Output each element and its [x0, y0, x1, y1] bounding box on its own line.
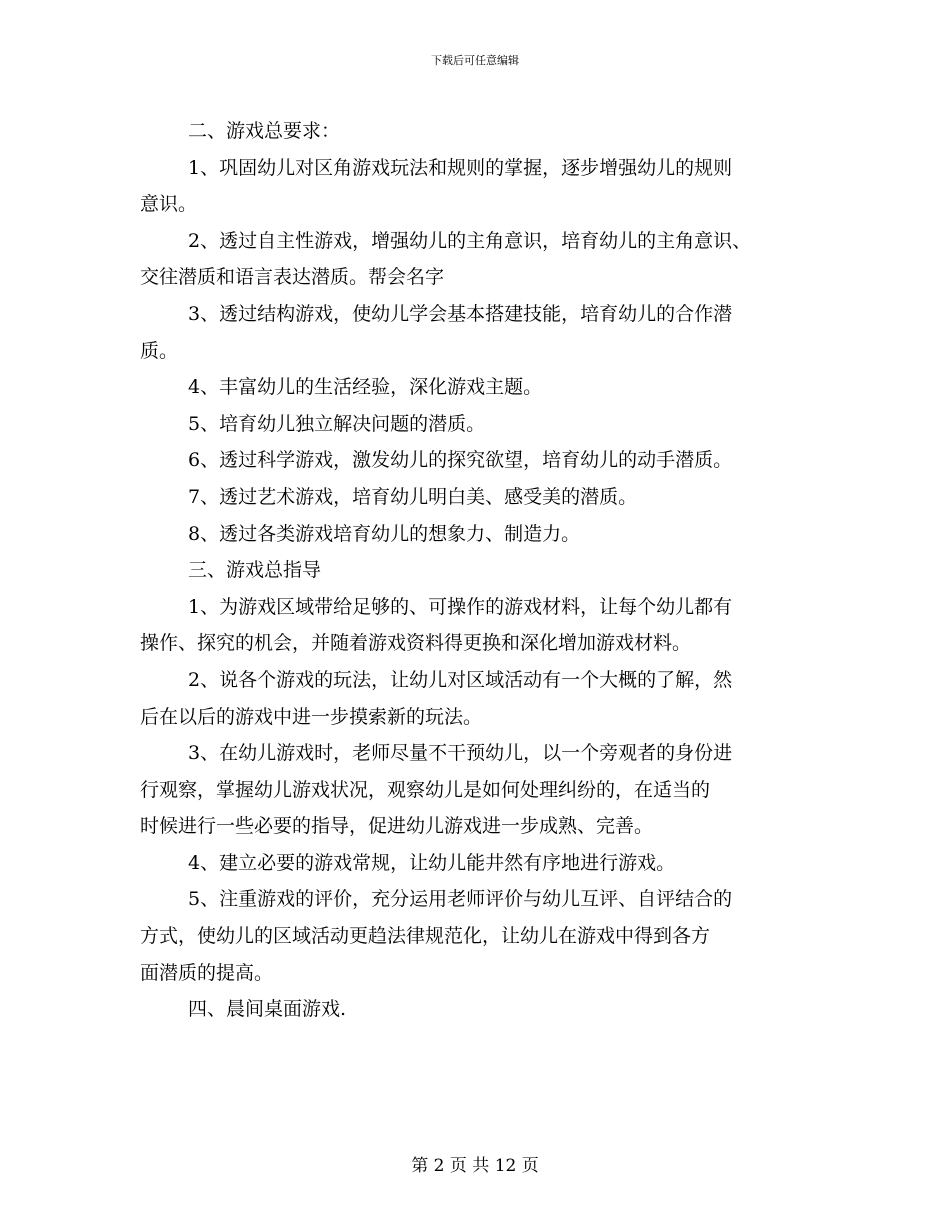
page-header: 下载后可任意编辑: [431, 54, 519, 67]
paragraph-line: 方式，使幼儿的区域活动更趋法律规范化，让幼儿在游戏中得到各方: [140, 925, 711, 948]
paragraph-line: 后在以后的游戏中进一步摸索新的玩法。: [140, 705, 483, 728]
section-heading: 四、晨间桌面游戏.: [188, 998, 347, 1021]
paragraph-line: 操作、探究的机会，并随着游戏资料得更换和深化增加游戏材料。: [140, 632, 692, 655]
paragraph-line: 时候进行一些必要的指导，促进幼儿游戏进一步成熟、完善。: [140, 815, 654, 838]
paragraph-line: 5、培育幼儿独立解决问题的潜质。: [188, 412, 486, 435]
document-body: [140, 113, 822, 1028]
paragraph-line: 2、透过自主性游戏，增强幼儿的主角意识，培育幼儿的主角意识、: [188, 229, 752, 252]
paragraph-line: 3、在幼儿游戏时，老师尽量不干预幼儿，以一个旁观者的身份进: [188, 742, 733, 765]
paragraph-line: 面潜质的提高。: [140, 961, 274, 984]
section-heading: 三、游戏总指导: [188, 559, 322, 582]
paragraph-line: 6、透过科学游戏，激发幼儿的探究欲望，培育幼儿的动手潜质。: [188, 449, 733, 472]
paragraph-line: 交往潜质和语言表达潜质。帮会名字: [140, 266, 445, 289]
paragraph-line: 3、透过结构游戏，使幼儿学会基本搭建技能，培育幼儿的合作潜: [188, 302, 733, 325]
paragraph-line: 质。: [140, 339, 179, 362]
paragraph-line: 2、说各个游戏的玩法，让幼儿对区域活动有一个大概的了解，然: [188, 668, 733, 691]
paragraph-line: 1、巩固幼儿对区角游戏玩法和规则的掌握，逐步增强幼儿的规则: [188, 156, 733, 179]
paragraph-line: 5、注重游戏的评价，充分运用老师评价与幼儿互评、自评结合的: [188, 888, 733, 911]
paragraph-line: 1、为游戏区域带给足够的、可操作的游戏材料，让每个幼儿都有: [188, 595, 733, 618]
paragraph-line: 行观察，掌握幼儿游戏状况，观察幼儿是如何处理纠纷的，在适当的: [140, 778, 711, 801]
page-number-footer: 第 2 页 共 12 页: [411, 1156, 539, 1176]
paragraph-line: 意识。: [140, 193, 198, 216]
section-heading: 二、游戏总要求：: [188, 120, 341, 142]
paragraph-line: 4、丰富幼儿的生活经验，深化游戏主题。: [188, 376, 543, 399]
paragraph-line: 8、透过各类游戏培育幼儿的想象力、制造力。: [188, 522, 581, 545]
paragraph-line: 4、建立必要的游戏常规，让幼儿能井然有序地进行游戏。: [188, 851, 676, 874]
paragraph-line: 7、透过艺术游戏，培育幼儿明白美、感受美的潜质。: [188, 485, 638, 508]
